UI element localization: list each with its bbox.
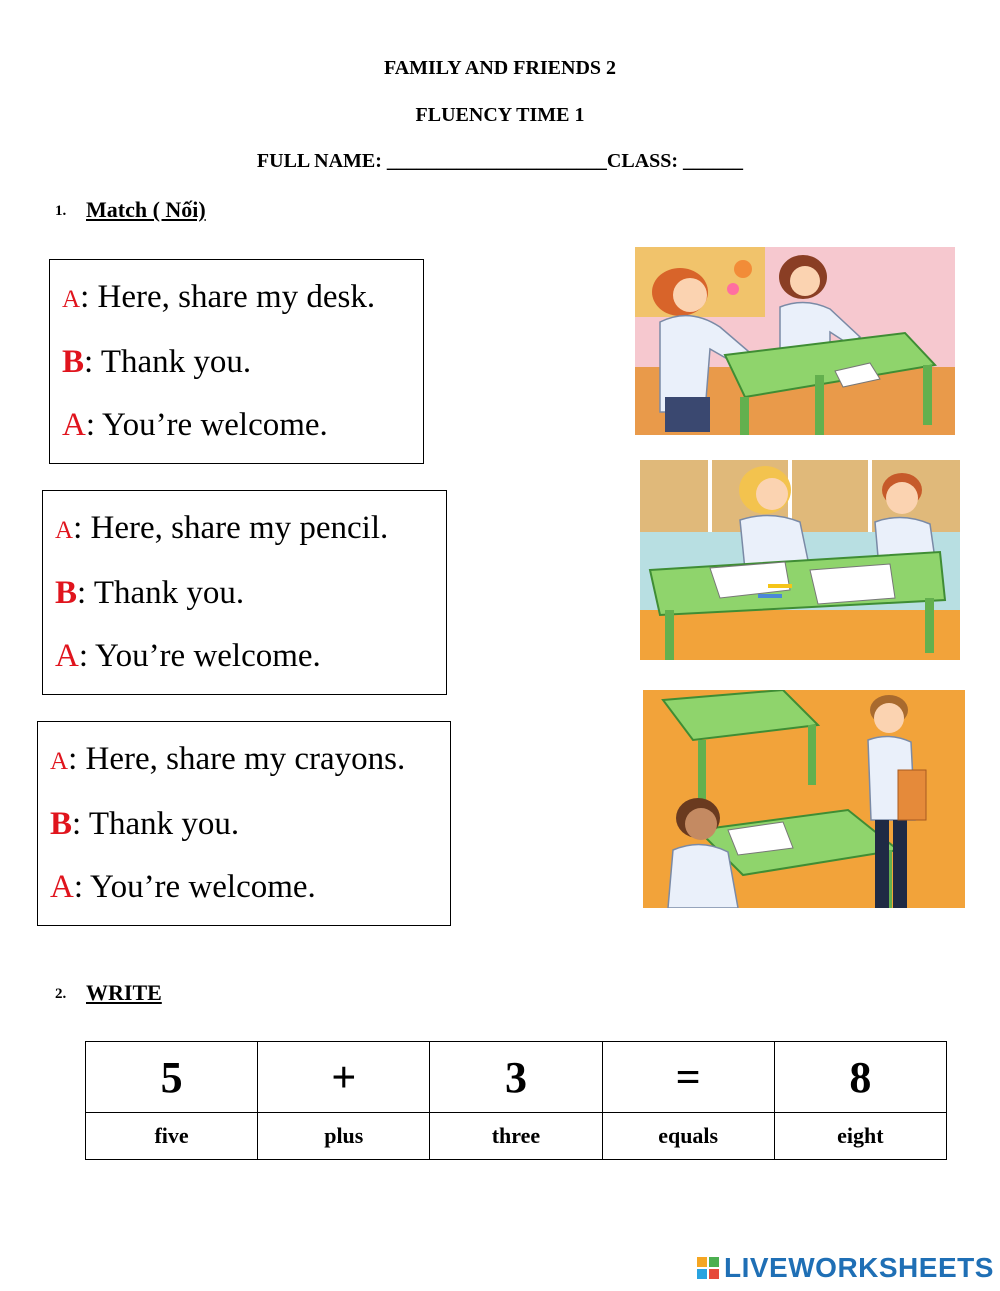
table-cell-word: equals (602, 1113, 774, 1160)
table-cell-symbol: = (602, 1042, 774, 1113)
dialogue-text: : You’re welcome. (73, 869, 316, 905)
boys-sharing-pencil-illustration[interactable] (643, 690, 965, 908)
dialogue-line (55, 562, 446, 625)
table-cell-symbol: 8 (774, 1042, 946, 1113)
girls-sharing-desk-illustration[interactable] (635, 247, 955, 435)
liveworksheets-logo[interactable] (697, 1252, 994, 1284)
dialogue-line (55, 625, 446, 688)
speaker-label: A (62, 407, 86, 443)
dialogue-line (62, 394, 423, 457)
speaker-label: A (50, 869, 74, 905)
dialogue-box-1[interactable] (49, 259, 424, 464)
dialogue-box-2[interactable] (42, 490, 447, 695)
dialogue-line (55, 497, 446, 562)
dialogue-text: : Here, share my crayons. (68, 741, 406, 777)
dialogue-line (62, 266, 423, 331)
table-cell-symbol: + (258, 1042, 430, 1113)
section-1-title: Match ( Nối) (86, 197, 206, 222)
dialogue-box-3[interactable] (37, 721, 451, 926)
name-class-line: FULL NAME: ______________________CLASS: ______ (256, 150, 744, 172)
table-cell-word: eight (774, 1113, 946, 1160)
table-cell-word: plus (258, 1113, 430, 1160)
table-cell-word: five (86, 1113, 258, 1160)
section-1-number: 1. (55, 203, 67, 219)
table-cell-symbol: 5 (86, 1042, 258, 1113)
section-2-title: WRITE (86, 980, 162, 1005)
worksheet-subtitle: FLUENCY TIME 1 (415, 104, 585, 126)
speaker-label: A (62, 286, 81, 313)
dialogue-text: : Here, share my desk. (80, 279, 376, 315)
section-2-number: 2. (55, 986, 67, 1002)
speaker-label: A (55, 517, 74, 544)
table-cell-word: three (430, 1113, 602, 1160)
worksheet-title: FAMILY AND FRIENDS 2 (383, 57, 617, 79)
speaker-label: B (50, 806, 73, 842)
dialogue-text: : Thank you. (84, 344, 252, 380)
logo-text: LIVEWORKSHEETS (724, 1252, 994, 1283)
dialogue-text: : Thank you. (72, 806, 240, 842)
dialogue-line (62, 331, 423, 394)
speaker-label: A (50, 748, 69, 775)
table-cell-symbol: 3 (430, 1042, 602, 1113)
girl-boy-sharing-crayons-illustration[interactable] (640, 460, 960, 660)
dialogue-line (50, 856, 450, 919)
dialogue-text: : Thank you. (77, 575, 245, 611)
logo-blocks-icon (697, 1257, 719, 1279)
dialogue-line (50, 793, 450, 856)
dialogue-text: : You’re welcome. (78, 638, 321, 674)
symbols-row (86, 1042, 947, 1113)
dialogue-text: : Here, share my pencil. (73, 510, 389, 546)
speaker-label: B (62, 344, 85, 380)
speaker-label: A (55, 638, 79, 674)
speaker-label: B (55, 575, 78, 611)
write-number-table (85, 1041, 947, 1160)
dialogue-line (50, 728, 450, 793)
words-row (86, 1113, 947, 1160)
dialogue-text: : You’re welcome. (85, 407, 328, 443)
